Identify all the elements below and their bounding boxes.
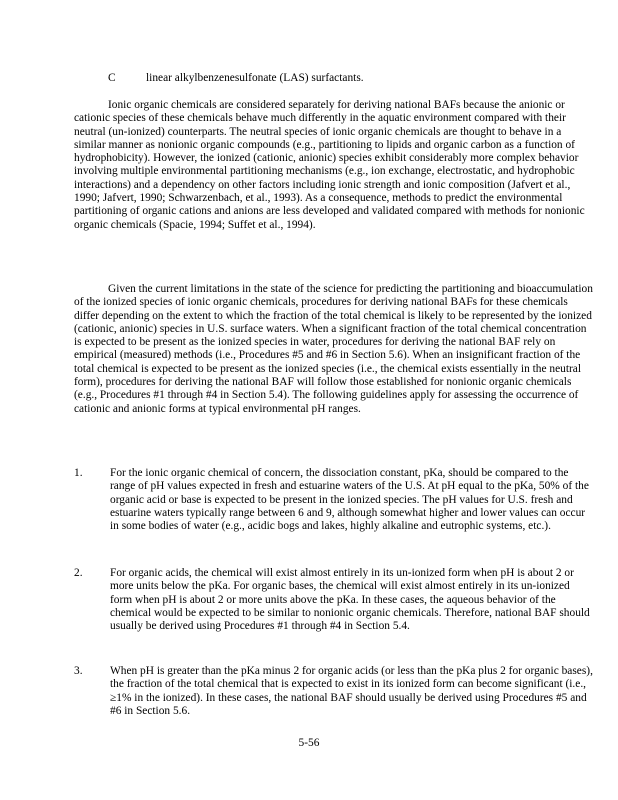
paragraph-ionic-organic-chemicals: Ionic organic chemicals are considered separately for deriving national BAFs because the anionic or cationic species of these chemicals behave much differently in the aquatic environment compared with their neutral (un-ionized) counterparts. The neutral species of ionic organic chemicals are thought to behave in a similar manner as nonionic organic compounds (e.g., partitioning to lipids and organic carbon as a function of hydrophobicity). However, the ionized (cationic, anionic) species exhibit considerably more complex behavior involving multiple environmental partitioning mechanisms (e.g., ion exchange, electrostatic, and hydrophobic interactions) and a dependency on other factors including ionic strength and ionic composition (Jafvert et al., 1990; Jafvert, 1990; Schwarzenbach, et al., 1993). As a consequence, methods to predict the environmental partitioning of organic cations and anions are less developed and validated compared with methods for nonionic organic chemicals (Spacie, 1994; Suffet et al., 1994). (74, 99, 585, 231)
item-number: 2. (74, 567, 83, 579)
paragraph-current-limitations: Given the current limitations in the state of the science for predicting the partitioning and bioaccumulation of the ionized species of ionic organic chemicals, procedures for deriving national BAFs for these chemicals differ depending on the extent to which the fraction of the total chemical is likely to be represented by the ionized (cationic, anionic) species in U.S. surface waters. When a significant fraction of the total chemical concentration is expected to be present as the ionized species in water, procedures for deriving the national BAF rely on empirical (measured) methods (i.e., Procedures #5 and #6 in Section 5.6). When an insignificant fraction of the total chemical is expected to be present as the ionized species (i.e., the chemical exists essentially in the neutral form), procedures for deriving the national BAF will follow those established for nonionic organic chemicals (e.g., Procedures #1 through #4 in Section 5.4). The following guidelines apply for assessing the occurrence of cationic and anionic forms at typical environmental pH ranges. (74, 283, 593, 415)
item-number: 3. (74, 665, 83, 677)
item-number: 1. (74, 467, 83, 479)
bullet-text: linear alkylbenzenesulfonate (LAS) surfactants. (146, 72, 364, 84)
item-text: For organic acids, the chemical will exist almost entirely in its un-ionized form when pH is about 2 or more units below the pKa. For organic bases, the chemical will exist almost entirely in its un-ionized form when pH is about 2 or more units above the pKa. In these cases, the aqueous behavior of the chemical would be expected to be similar to nonionic organic chemicals. Therefore, national BAF should usually be derived using Procedures #1 through #4 in Section 5.4. (110, 567, 590, 633)
page-number: 5-56 (298, 737, 320, 749)
bullet-marker: C (108, 72, 116, 84)
bullet-item (108, 71, 364, 85)
item-text: When pH is greater than the pKa minus 2 for organic acids (or less than the pKa plus 2 for organic bases), the fraction of the total chemical that is expected to exist in its ionized form can become significant (i.e., ≥1% in the ionized). In these cases, the national BAF should usually be derived using Procedures #5 and #6 in Section 5.6. (110, 665, 593, 717)
item-text: For the ionic organic chemical of concern, the dissociation constant, pKa, should be compared to the range of pH values expected in fresh and estuarine waters of the U.S. At pH equal to the pKa, 50% of the organic acid or base is expected to be present in the ionized species. The pH values for U.S. fresh and estuarine waters typically range between 6 and 9, although somewhat higher and lower values can occur in some bodies of water (e.g., acidic bogs and lakes, highly alkaline and eutrophic systems, etc.). (110, 467, 589, 533)
